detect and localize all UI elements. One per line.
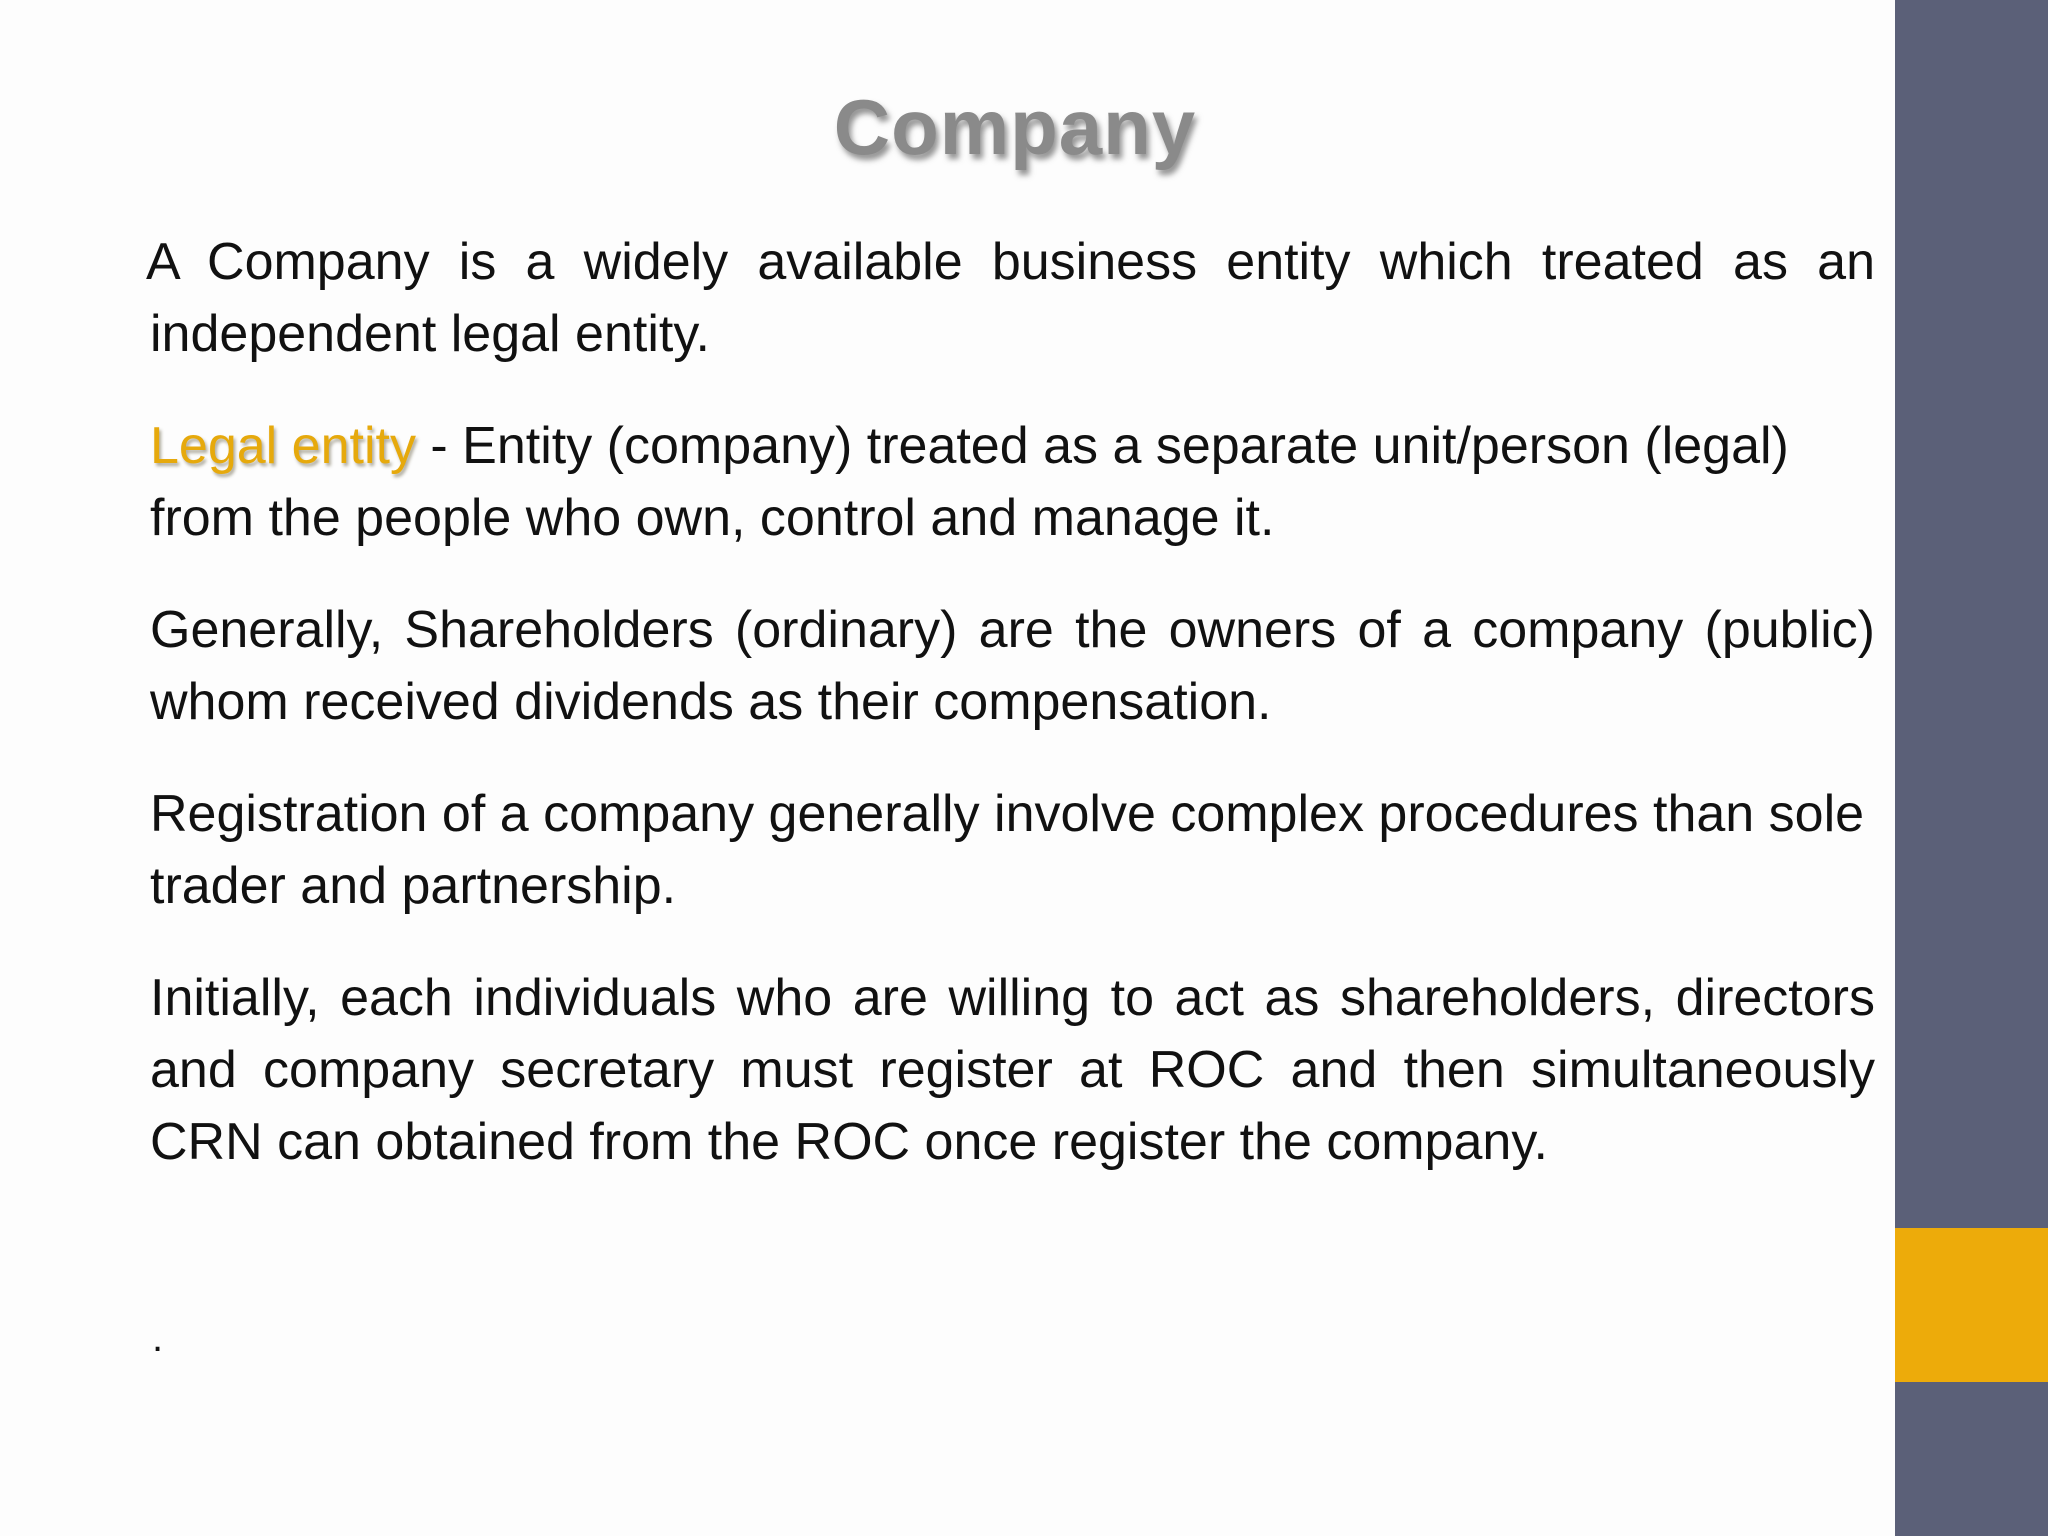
paragraph-registration: Registration of a company generally involve complex procedures than sole trader and partnership. [150,785,1865,915]
paragraph-definition: A Company is a widely available business entity which treated as an independent legal entity. [146,233,1875,363]
slide-body [146,226,1875,1218]
legal-entity-definition: - Entity (company) treated as a separate unit/person (legal) from the people who own, control and manage it. [150,417,1789,547]
trailing-mark: . [152,1316,164,1360]
paragraph-shareholders: Generally, Shareholders (ordinary) are the owners of a company (public) whom received dividends as their compensation. [150,601,1875,731]
side-accent-block [1895,1228,2048,1382]
legal-entity-term: Legal entity [150,417,416,475]
paragraph-legal-entity [150,410,1875,554]
slide-title: Company [833,83,1197,171]
paragraph-initial-registration: Initially, each individuals who are willing to act as shareholders, directors and company secretary must register at ROC and then simultaneously CRN can obtained from the ROC once register the company. [150,969,1875,1171]
